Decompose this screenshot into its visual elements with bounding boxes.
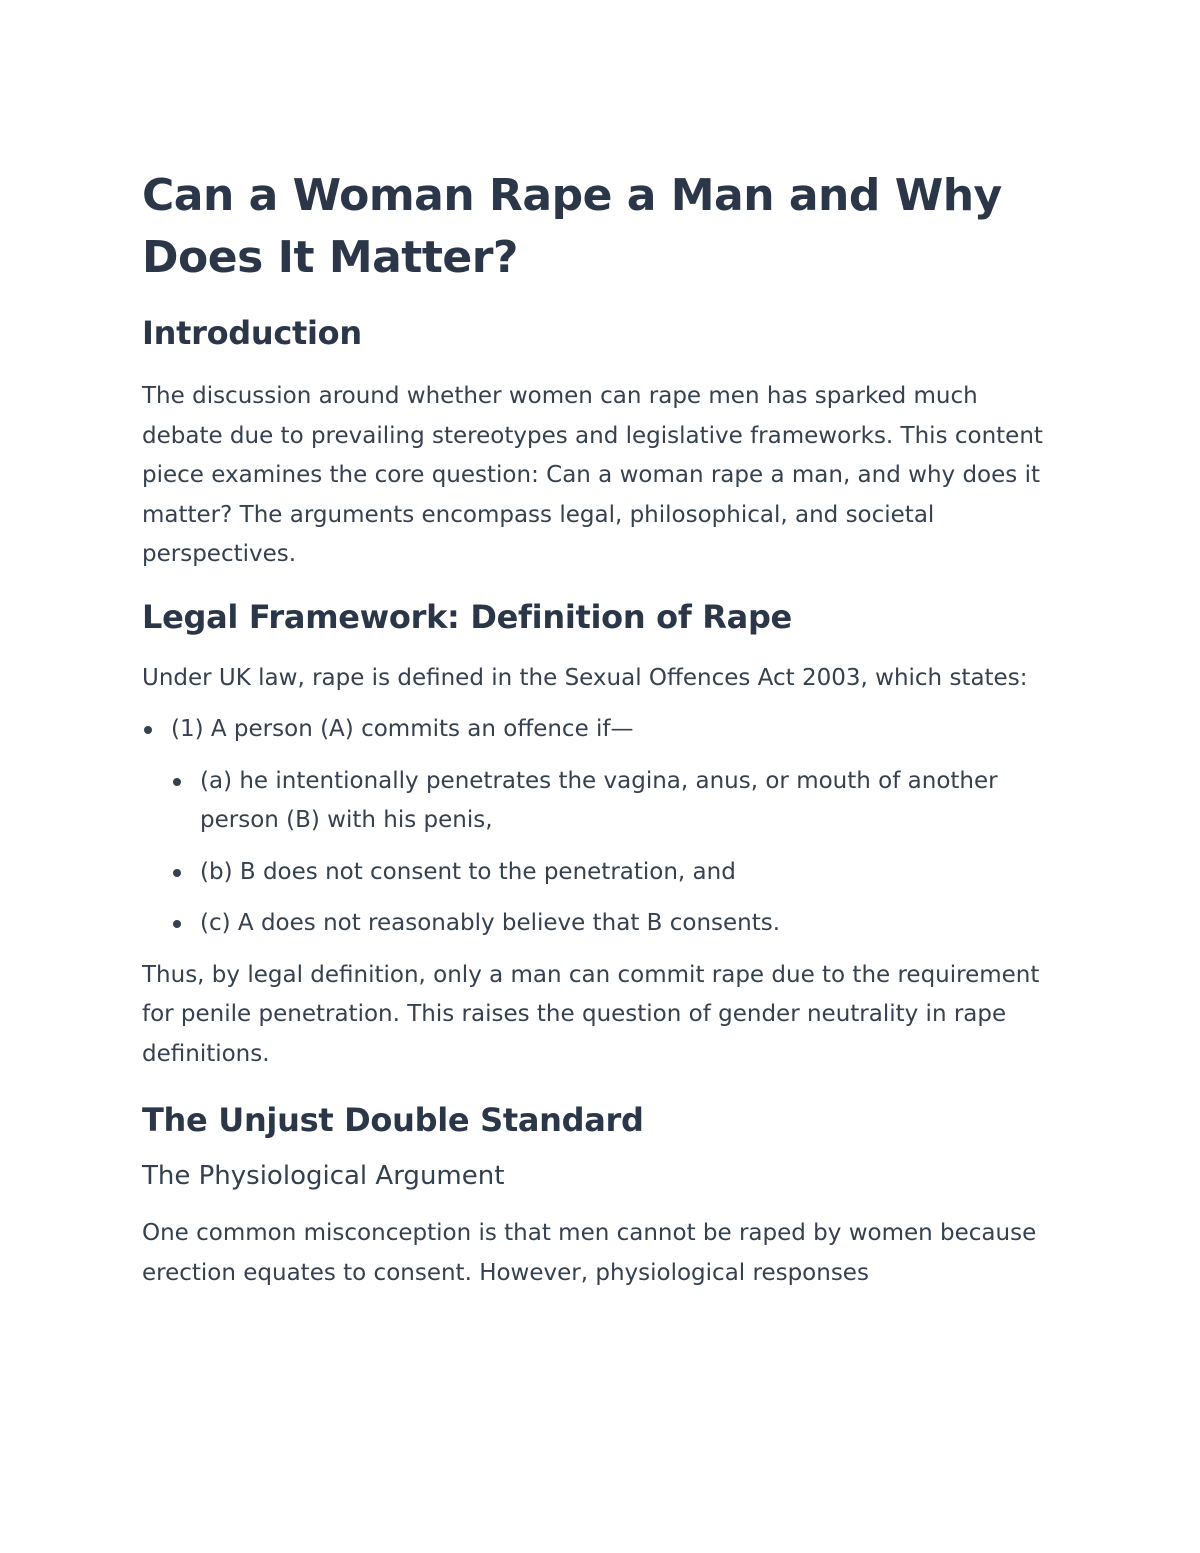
subclause-text: (c) A does not reasonably believe that B consents.: [200, 910, 781, 936]
introduction-heading: Introduction: [142, 314, 362, 352]
legal-framework-intro: Under UK law, rape is defined in the Sexual Offences Act 2003, which states:: [142, 664, 1028, 691]
offence-definition-list: [142, 710, 1062, 944]
legal-framework-conclusion: Thus, by legal definition, only a man can commit rape due to the requirement for penile penetration. This raises the question of gender neutrality in rape definitions.: [142, 961, 1040, 1067]
subclause-text: (b) B does not consent to the penetration, and: [200, 858, 736, 885]
list-item-subclause-a: [142, 762, 1062, 841]
bullet-icon: [144, 726, 152, 734]
subclause-text: (a) he intentionally penetrates the vagina, anus, or mouth of another person (B) with his penis,: [200, 767, 998, 833]
list-item-subclause-c: [142, 904, 1062, 944]
physiological-argument-subheading: The Physiological Argument: [142, 1161, 505, 1191]
list-item-subclause-b: [142, 853, 1062, 893]
legal-framework-heading: Legal Framework: Definition of Rape: [142, 597, 792, 636]
bullet-icon: [173, 920, 181, 928]
document-page: [142, 165, 1062, 1293]
bullet-icon: [173, 778, 181, 786]
bullet-icon: [173, 869, 181, 877]
clause-text: (1) A person (A) commits an offence if—: [171, 716, 634, 742]
physiological-argument-paragraph: One common misconception is that men cannot be raped by women because erection equates to consent. However, physiological responses: [142, 1220, 1037, 1286]
double-standard-heading: The Unjust Double Standard: [142, 1101, 644, 1139]
introduction-paragraph: The discussion around whether women can rape men has sparked much debate due to prevailing stereotypes and legislative frameworks. This content piece examines the core question: Can a woman rape a man, and why does it matter? The arguments encompass legal, philosophical, and societal perspectives.: [142, 383, 1043, 567]
document-title: Can a Woman Rape a Man and Why Does It Matter?: [142, 170, 1002, 283]
list-item-clause-1: [142, 710, 1062, 750]
